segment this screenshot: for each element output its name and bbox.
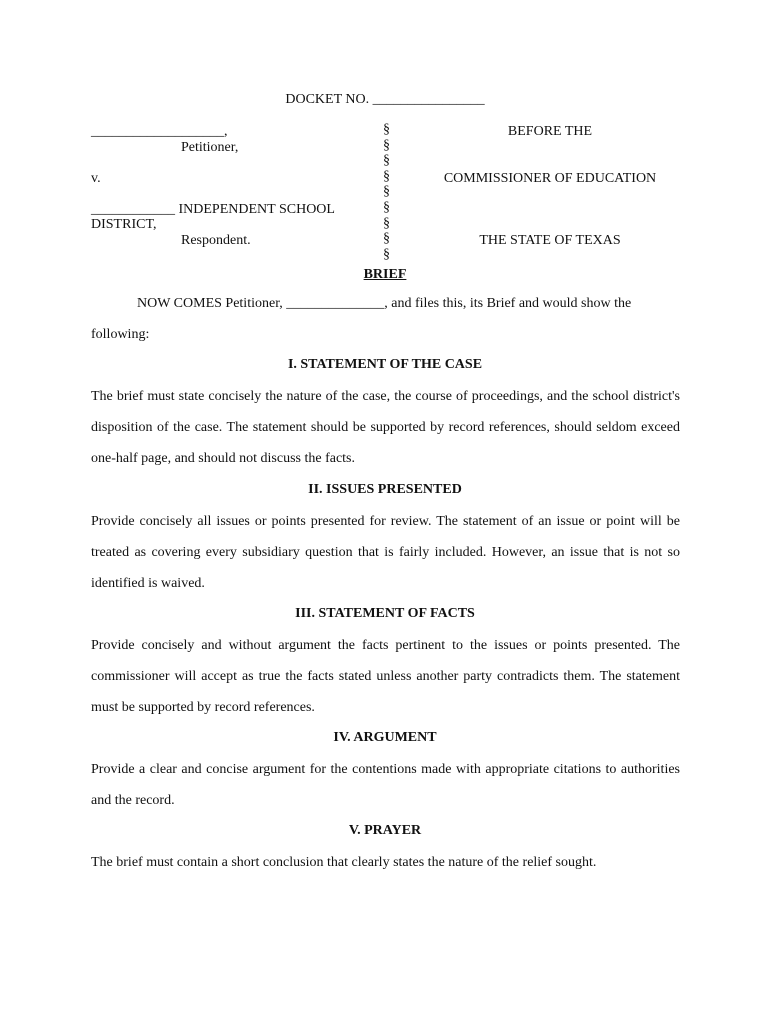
docket-number: DOCKET NO. ________________	[285, 92, 485, 107]
section-heading-statement-of-facts: III. STATEMENT OF FACTS	[295, 606, 475, 621]
petitioner-blank-line: ___________________,	[91, 124, 228, 139]
section-heading-issues-presented: II. ISSUES PRESENTED	[308, 482, 462, 497]
district-label: DISTRICT,	[91, 217, 157, 232]
district-blank-line: ____________ INDEPENDENT SCHOOL	[91, 202, 335, 217]
section-text-argument: Provide a clear and concise argument for the contentions made with appropriate citations to authorities and the record.	[91, 762, 680, 808]
commissioner-label: COMMISSIONER OF EDUCATION	[443, 171, 657, 186]
versus-label: v.	[91, 171, 101, 186]
section-symbols: § § § § § § § § §	[383, 122, 390, 262]
section-text-prayer: The brief must contain a short conclusion that clearly states the nature of the relief sought.	[91, 855, 597, 870]
respondent-label: Respondent.	[181, 233, 251, 248]
intro-line-2: following:	[91, 327, 150, 342]
petitioner-label: Petitioner,	[181, 140, 239, 155]
section-heading-prayer: V. PRAYER	[348, 823, 422, 838]
state-label: THE STATE OF TEXAS	[479, 233, 621, 248]
intro-line-1: NOW COMES Petitioner, ______________, and files this, its Brief and would show the	[137, 296, 632, 311]
section-heading-argument: IV. ARGUMENT	[333, 730, 437, 745]
section-text-statement-of-case: The brief must state concisely the nature of the case, the course of proceedings, and the school district's disposition of the case. The statement should be supported by record references, should seldom exceed one-half page, and should not discuss the facts.	[91, 389, 680, 466]
before-the-label: BEFORE THE	[507, 124, 593, 139]
section-text-statement-of-facts: Provide concisely and without argument the facts pertinent to the issues or points presented. The commissioner will accept as true the facts stated unless another party contradicts them. The statement must be supported by record references.	[91, 638, 680, 715]
section-text-issues-presented: Provide concisely all issues or points presented for review. The statement of an issue or point will be treated as covering every subsidiary question that is fairly included. However, an issue that is not so identified is waived.	[91, 514, 680, 591]
brief-title: BRIEF	[363, 267, 407, 282]
section-heading-statement-of-case: I. STATEMENT OF THE CASE	[287, 357, 483, 372]
